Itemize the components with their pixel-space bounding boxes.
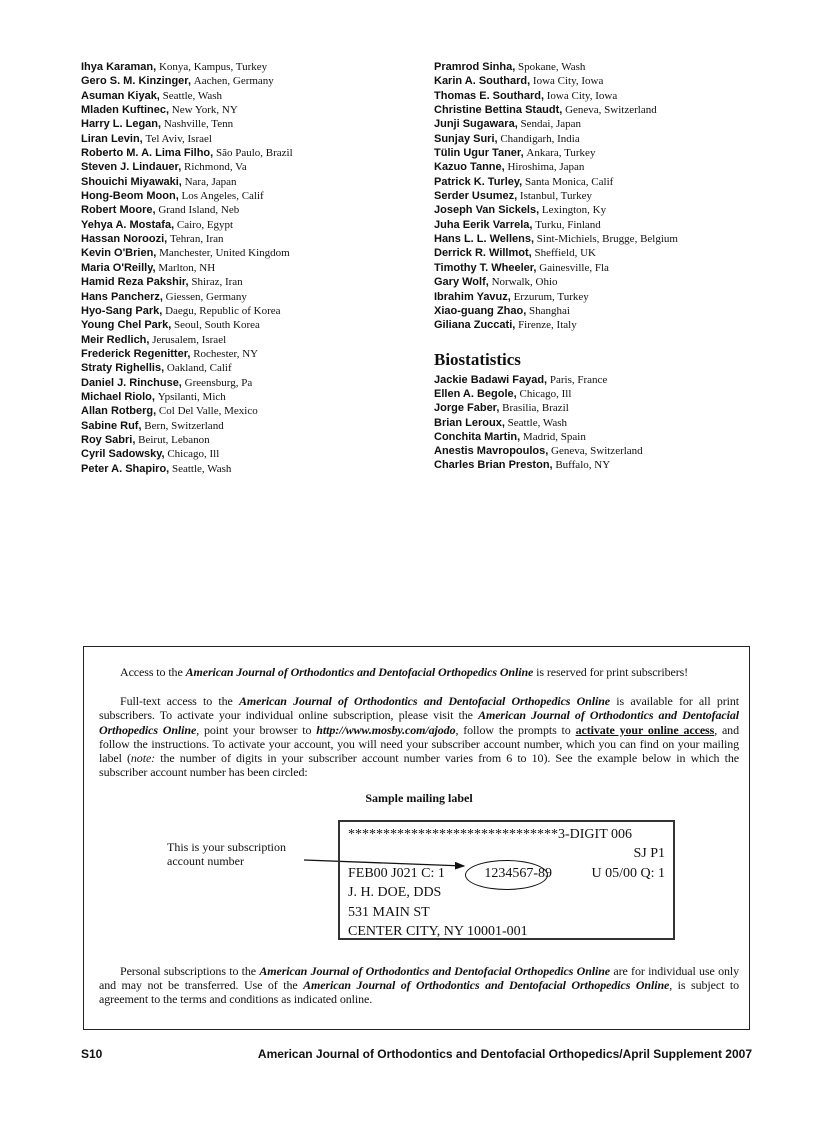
list-item	[434, 246, 678, 260]
person-name: Brian Leroux,	[434, 416, 505, 429]
list-item	[81, 390, 293, 404]
list-item	[434, 430, 643, 444]
person-location: Bern, Switzerland	[144, 419, 224, 432]
emphasis-text: American Journal of Orthodontics and Dentofacial Orthopedics Online	[238, 694, 611, 709]
list-item	[81, 404, 293, 418]
person-name: Mladen Kuftinec,	[81, 104, 170, 117]
list-item	[81, 419, 293, 433]
person-name: Kevin O'Brien,	[81, 247, 157, 260]
person-name: Junji Sugawara,	[434, 118, 518, 131]
person-name: Karin A. Southard,	[434, 75, 531, 88]
list-item	[434, 290, 678, 304]
person-name: Gary Wolf,	[434, 276, 489, 289]
list-item	[434, 444, 643, 458]
list-item	[434, 387, 643, 401]
person-name: Derrick R. Willmot,	[434, 247, 532, 260]
list-item	[81, 89, 293, 103]
person-name: Hong-Beom Moon,	[81, 190, 179, 203]
list-item	[81, 304, 293, 318]
person-location: Hiroshima, Japan	[507, 161, 585, 174]
person-name: Hyo-Sang Park,	[81, 304, 163, 317]
person-name: Thomas E. Southard,	[434, 89, 545, 102]
person-location: Iowa City, Iowa	[532, 75, 604, 88]
list-item	[434, 89, 678, 103]
person-location: Gainesville, Fla	[539, 261, 609, 274]
person-name: Ibrahim Yavuz,	[434, 290, 511, 303]
person-name: Hans L. L. Wellens,	[434, 233, 535, 246]
list-item	[81, 376, 293, 390]
list-item	[81, 462, 293, 476]
person-name: Young Chel Park,	[81, 319, 172, 332]
account-number: 1234567-89	[484, 865, 553, 881]
activate-link[interactable]: activate your online access	[575, 722, 715, 737]
emphasis-text: American Journal of Orthodontics and Dentofacial Orthopedics Online	[185, 665, 534, 679]
person-name: Roy Sabri,	[81, 433, 136, 446]
person-location: Shiraz, Iran	[191, 276, 243, 289]
text-run: Access to the	[120, 665, 186, 679]
text-run: , and follow the instructions. To activate your account, you will need your subscriber account number, which you can find on your mailing label (	[99, 722, 739, 766]
person-location: Manchester, United Kingdom	[159, 247, 290, 260]
person-name: Straty Righellis,	[81, 362, 165, 375]
person-location: Seoul, South Korea	[174, 319, 260, 332]
person-name: Hassan Noroozi,	[81, 233, 168, 246]
person-name: Cyril Sadowsky,	[81, 448, 165, 461]
list-item	[434, 146, 678, 160]
person-location: Chicago, Ill	[167, 448, 220, 461]
person-location: Norwalk, Ohio	[491, 276, 558, 289]
list-item	[434, 218, 678, 232]
person-location: Aachen, Germany	[193, 75, 274, 88]
list-item	[81, 361, 293, 375]
list-item	[434, 401, 643, 415]
list-item	[434, 175, 678, 189]
person-name: Yehya A. Mostafa,	[81, 218, 175, 231]
list-item	[81, 160, 293, 174]
person-location: Konya, Kampus, Turkey	[158, 61, 268, 73]
person-name: Conchita Martin,	[434, 430, 521, 443]
label-line-2: SJ P1	[633, 846, 665, 862]
person-location: Sendai, Japan	[520, 118, 581, 131]
person-name: Hamid Reza Pakshir,	[81, 276, 189, 289]
reviewer-list-right	[434, 60, 678, 333]
list-item	[434, 203, 678, 217]
list-item	[81, 146, 293, 160]
person-location: Buffalo, NY	[555, 459, 611, 472]
emphasis-text: American Journal of Orthodontics and Dentofacial Orthopedics Online	[259, 963, 611, 978]
list-item	[81, 60, 293, 74]
label-line-5: 531 MAIN ST	[348, 904, 430, 920]
list-item	[434, 275, 678, 289]
person-location: Seattle, Wash	[171, 462, 232, 475]
list-item	[81, 347, 293, 361]
notice-paragraph-2	[99, 694, 739, 779]
person-name: Christine Bettina Staudt,	[434, 104, 563, 117]
person-name: Meir Redlich,	[81, 333, 150, 346]
person-location: Nashville, Tenn	[163, 118, 234, 131]
text-run: is reserved for print subscribers!	[533, 665, 689, 679]
person-location: Nara, Japan	[184, 175, 237, 188]
person-location: Los Angeles, Calif	[181, 190, 264, 203]
person-name: Gero S. M. Kinzinger,	[81, 75, 192, 88]
person-location: Brasilia, Brazil	[502, 402, 569, 415]
person-location: Tel Aviv, Israel	[145, 132, 212, 145]
label-line-3-right: U 05/00 Q: 1	[591, 865, 665, 881]
person-location: Chicago, Ill	[519, 388, 572, 401]
label-line-4: J. H. DOE, DDS	[348, 885, 442, 901]
person-location: Ypsilanti, Mich	[157, 390, 226, 403]
list-item	[81, 232, 293, 246]
list-item	[434, 458, 643, 472]
label-line-3-left: FEB00 J021 C: 1	[348, 865, 445, 881]
list-item	[81, 433, 293, 447]
person-name: Hans Pancherz,	[81, 290, 163, 303]
person-name: Steven J. Lindauer,	[81, 161, 182, 174]
text-run: is available for all print subscribers. To activate your individual online subscription, please visit the	[99, 694, 740, 723]
person-name: Peter A. Shapiro,	[81, 462, 170, 475]
person-name: Jackie Badawi Fayad,	[434, 374, 548, 386]
notice-paragraph-1	[99, 665, 739, 679]
person-name: Pramrod Sinha,	[434, 61, 516, 73]
person-name: Joseph Van Sickels,	[434, 204, 540, 217]
list-item	[434, 74, 678, 88]
list-item	[434, 261, 678, 275]
person-location: Geneva, Switzerland	[551, 445, 643, 458]
list-item	[434, 60, 678, 74]
person-location: Giessen, Germany	[165, 290, 247, 303]
person-name: Asuman Kiyak,	[81, 89, 160, 102]
label-line-1: ******************************3-DIGIT 006	[348, 826, 633, 842]
text-run: , point your browser to	[196, 722, 317, 737]
person-location: Beirut, Lebanon	[138, 433, 210, 446]
callout-line: This is your subscription	[167, 839, 286, 854]
list-item	[434, 117, 678, 131]
person-name: Xiao-guang Zhao,	[434, 304, 527, 317]
person-location: Istanbul, Turkey	[519, 190, 593, 203]
person-location: Firenze, Italy	[518, 319, 577, 332]
list-item	[81, 175, 293, 189]
list-item	[81, 333, 293, 347]
person-name: Harry L. Legan,	[81, 118, 162, 131]
person-name: Maria O'Reilly,	[81, 261, 156, 274]
list-item	[434, 318, 678, 332]
person-name: Michael Riolo,	[81, 390, 155, 403]
person-name: Sabine Ruf,	[81, 419, 142, 432]
person-name: Sunjay Suri,	[434, 132, 498, 145]
list-item	[434, 232, 678, 246]
person-name: Allan Rotberg,	[81, 405, 157, 418]
list-item	[81, 261, 293, 275]
person-name: Ellen A. Begole,	[434, 388, 517, 401]
person-location: Shanghai	[529, 304, 570, 317]
list-item	[81, 74, 293, 88]
list-item	[81, 103, 293, 117]
person-location: São Paulo, Brazil	[215, 147, 293, 160]
person-location: Sint-Michiels, Brugge, Belgium	[536, 233, 678, 246]
person-location: Daegu, Republic of Korea	[165, 304, 281, 317]
person-location: Turku, Finland	[535, 218, 601, 231]
person-location: Chandigarh, India	[500, 132, 580, 145]
list-item	[434, 132, 678, 146]
person-name: Robert Moore,	[81, 204, 156, 217]
list-item	[81, 117, 293, 131]
list-item	[434, 103, 678, 117]
person-name: Giliana Zuccati,	[434, 319, 516, 332]
text-run: Full-text access to the	[120, 694, 239, 709]
person-location: Iowa City, Iowa	[546, 89, 618, 102]
person-location: Seattle, Wash	[507, 416, 568, 429]
person-name: Daniel J. Rinchuse,	[81, 376, 182, 389]
person-name: Liran Levin,	[81, 132, 143, 145]
person-name: Juha Eerik Varrela,	[434, 218, 533, 231]
person-location: Sheffield, UK	[534, 247, 596, 260]
person-name: Ihya Karaman,	[81, 61, 157, 73]
list-item	[434, 189, 678, 203]
text-run: Personal subscriptions to the	[120, 963, 260, 978]
list-item	[81, 275, 293, 289]
list-item	[434, 373, 643, 387]
person-name: Anestis Mavropoulos,	[434, 445, 549, 458]
notice-paragraph-3	[99, 964, 739, 1007]
person-location: Paris, France	[549, 374, 608, 386]
person-name: Jorge Faber,	[434, 402, 500, 415]
list-item	[434, 304, 678, 318]
person-location: New York, NY	[171, 104, 238, 117]
page-number: S10	[81, 1047, 103, 1061]
person-location: Richmond, Va	[184, 161, 247, 174]
person-location: Spokane, Wash	[518, 61, 586, 73]
person-location: Lexington, Ky	[541, 204, 607, 217]
person-location: Jerusalem, Israel	[152, 333, 227, 346]
account-number-circle	[465, 860, 548, 890]
person-location: Santa Monica, Calif	[525, 175, 614, 188]
list-item	[81, 132, 293, 146]
label-line-6: CENTER CITY, NY 10001-001	[348, 924, 528, 940]
person-location: Ankara, Turkey	[526, 147, 596, 160]
section-heading-biostatistics: Biostatistics	[434, 350, 521, 369]
text-run: are for individual use only and may not be transferred. Use of the	[99, 963, 740, 992]
callout-line: account number	[167, 853, 244, 868]
person-name: Charles Brian Preston,	[434, 459, 553, 472]
person-location: Col Del Valle, Mexico	[158, 405, 258, 418]
online-access-notice	[83, 646, 750, 1030]
running-footer: American Journal of Orthodontics and Dentofacial Orthopedics/April Supplement 2007	[257, 1047, 752, 1061]
person-name: Shouichi Miyawaki,	[81, 175, 182, 188]
person-name: Patrick K. Turley,	[434, 175, 523, 188]
reviewer-list-left	[81, 60, 293, 476]
person-location: Oakland, Calif	[166, 362, 232, 375]
person-location: Greensburg, Pa	[184, 376, 253, 389]
person-name: Roberto M. A. Lima Filho,	[81, 147, 214, 160]
text-run: , follow the prompts to	[455, 722, 576, 737]
person-location: Rochester, NY	[193, 347, 259, 360]
sample-label-area	[99, 820, 739, 960]
person-name: Serder Usumez,	[434, 190, 518, 203]
list-item	[81, 189, 293, 203]
person-location: Geneva, Switzerland	[565, 104, 657, 117]
person-location: Tehran, Iran	[169, 233, 224, 246]
list-item	[81, 218, 293, 232]
emphasis-text: American Journal of Orthodontics and Dentofacial Orthopedics Online	[99, 708, 739, 737]
person-location: Madrid, Spain	[522, 430, 586, 443]
list-item	[81, 447, 293, 461]
list-item	[81, 246, 293, 260]
person-location: Seattle, Wash	[162, 89, 223, 102]
person-location: Marlton, NH	[158, 261, 216, 274]
person-name: Tülin Ugur Taner,	[434, 147, 524, 160]
list-item	[434, 160, 678, 174]
emphasis-text: American Journal of Orthodontics and Dentofacial Orthopedics Online	[303, 977, 670, 992]
person-location: Cairo, Egypt	[176, 218, 234, 231]
text-run: the number of digits in your subscriber account number varies from 6 to 10). See the example below in which the subscriber account number has been circled:	[99, 751, 739, 780]
person-location: Grand Island, Neb	[158, 204, 240, 217]
list-item	[434, 416, 643, 430]
text-run: note:	[130, 751, 156, 766]
person-name: Frederick Regenitter,	[81, 347, 191, 360]
list-item	[81, 318, 293, 332]
list-item	[81, 203, 293, 217]
biostatistics-list	[434, 373, 643, 472]
person-name: Kazuo Tanne,	[434, 161, 505, 174]
list-item	[81, 290, 293, 304]
emphasis-text: http://www.mosby.com/ajodo	[316, 722, 456, 737]
text-run: , is subject to agreement to the terms and conditions as indicated online.	[99, 977, 739, 1007]
person-name: Timothy T. Wheeler,	[434, 261, 537, 274]
sample-label-heading: Sample mailing label	[365, 791, 473, 806]
person-location: Erzurum, Turkey	[513, 290, 589, 303]
